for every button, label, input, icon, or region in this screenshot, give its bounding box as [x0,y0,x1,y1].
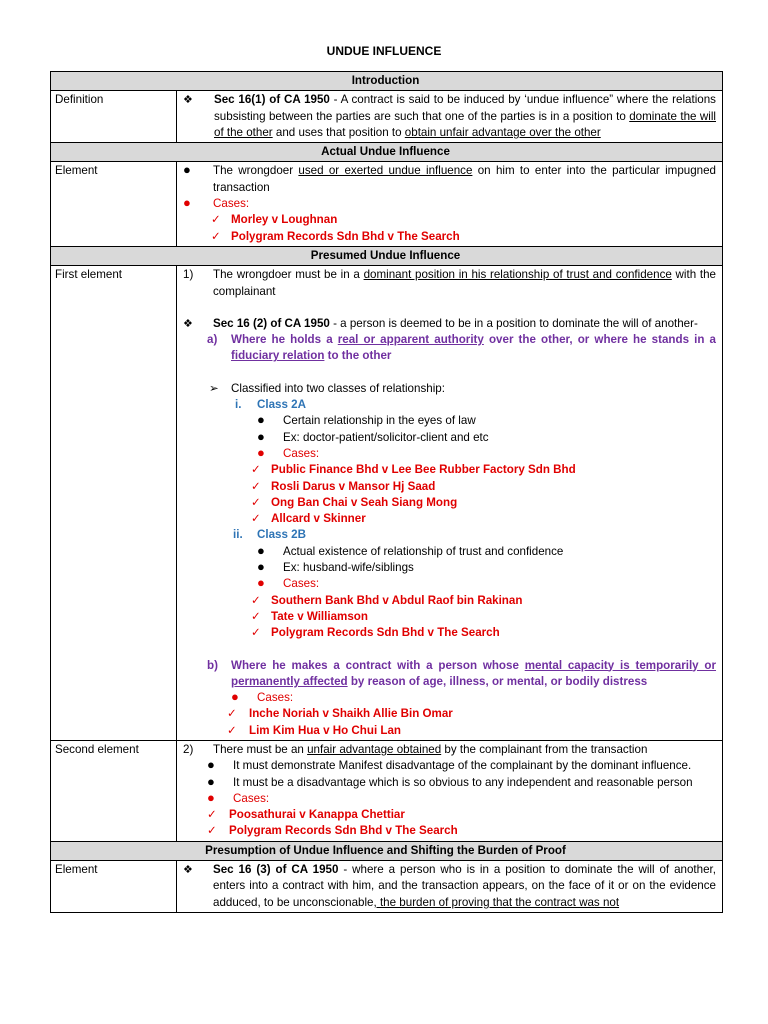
bullet-icon: ● [207,757,215,773]
row-label-second-element: Second element [51,740,177,841]
list-item: ● Cases: [231,689,294,705]
arrow-bullet-icon: ➢ [209,381,219,395]
list-item: ● Ex: doctor-patient/solicitor-client and etc [257,428,489,444]
case-item: ✓ Ong Ban Chai v Seah Siang Mong [181,495,716,511]
list-item: ● The wrongdoer used or exerted undue influence on him to enter into the particular impugned transaction [183,162,717,194]
checkmark-icon: ✓ [251,626,261,640]
list-item: ● Actual existence of relationship of trust and confidence [257,542,564,558]
case-item: ✓ Inche Noriah v Shaikh Allie Bin Omar [181,706,716,722]
row-label-first-element: First element [51,266,177,741]
section-header-row [51,246,723,265]
case-item: ✓ Polygram Records Sdn Bhd v The Search [181,625,716,641]
list-item: ● Certain relationship in the eyes of law [257,412,476,428]
sub-item-b: b) Where he makes a contract with a person whose mental capacity is temporarily or permanently affected by reason of age, illness, or mental, or bodily distress [207,658,717,688]
case-item: ✓ Polygram Records Sdn Bhd v The Search [181,823,716,839]
second-element-cell [177,740,723,841]
row-label-element: Element [51,162,177,246]
bullet-icon: ● [257,542,265,558]
class-heading: ii. Class 2B [233,528,306,542]
bullet-icon: ● [207,789,215,805]
diamond-bullet-icon: ❖ [183,317,193,330]
table-row [51,266,723,741]
diamond-bullet-icon: ❖ [183,864,193,877]
bullet-icon: ● [257,575,265,591]
list-item: ➢ Classified into two classes of relationship: [181,381,716,397]
case-item: ✓ Rosli Darus v Mansor Hj Saad [181,479,716,495]
row-label-element-presumption: Element [51,861,177,913]
bullet-icon: ● [183,195,191,211]
checkmark-icon: ✓ [251,495,261,509]
list-item: ● Cases: [207,789,270,805]
section-header-introduction: Introduction [51,72,723,91]
checkmark-icon: ✓ [227,707,237,721]
table-row [51,162,723,246]
list-item: 2) There must be an unfair advantage obtained by the complainant from the transaction [183,742,648,756]
bullet-icon: ● [231,689,239,705]
bullet-icon: ● [257,428,265,444]
checkmark-icon: ✓ [251,609,261,623]
sub-item-a: a) Where he holds a real or apparent authority over the other, or where he stands in a fiduciary relation to the other [207,333,716,363]
table-row [51,740,723,841]
table-row [51,91,723,143]
notes-table [50,71,723,913]
section-header-row [51,143,723,162]
bullet-icon: ● [257,559,265,575]
list-item: ● It must be a disadvantage which is so obvious to any independent and reasonable person [207,773,693,789]
bullet-icon: ● [257,444,265,460]
case-item: ✓ Public Finance Bhd v Lee Bee Rubber Factory Sdn Bhd [181,462,716,478]
list-item: 1) The wrongdoer must be in a dominant position in his relationship of trust and confidence with the complainant [183,268,716,298]
document-title: UNDUE INFLUENCE [326,44,442,58]
first-element-cell [177,266,723,741]
case-item: ✓ Lim Kim Hua v Ho Chui Lan [181,723,716,739]
checkmark-icon: ✓ [207,808,217,822]
list-item: ● Cases: [257,575,320,591]
checkmark-icon: ✓ [251,479,261,493]
bullet-icon: ● [207,773,215,789]
bullet-icon: ● [257,412,265,428]
checkmark-icon: ✓ [251,463,261,477]
row-label-definition: Definition [51,91,177,143]
case-item: ✓ Tate v Williamson [181,609,716,625]
section-header-presumption: Presumption of Undue Influence and Shifting the Burden of Proof [51,841,723,860]
list-item: ❖ Sec 16 (2) of CA 1950 - a person is deemed to be in a position to dominate the will of another- [181,316,716,332]
case-item: ✓ Allcard v Skinner [181,511,716,527]
statute-ref: Sec 16(1) of CA 1950 [214,93,330,107]
section-header-presumed: Presumed Undue Influence [51,246,723,265]
section-header-actual: Actual Undue Influence [51,143,723,162]
case-item: ✓ Polygram Records Sdn Bhd v The Search [181,229,716,245]
list-item: ● It must demonstrate Manifest disadvantage of the complainant by the dominant influence. [207,757,692,773]
list-item: ● Ex: husband-wife/siblings [257,559,414,575]
checkmark-icon: ✓ [211,229,221,243]
definition-item: ❖ Sec 16(1) of CA 1950 - A contract is said to be induced by ‘undue influence” where the relations subsisting between the parties are such that one of the parties is in a position to dominate the will of the other and uses that position to obtain unfair advantage over the other [183,93,716,139]
checkmark-icon: ✓ [227,723,237,737]
presumption-cell [177,861,723,913]
table-row [51,861,723,913]
class-heading: i. Class 2A [235,398,306,412]
statute-ref: Sec 16 (2) of CA 1950 [213,316,330,330]
bullet-icon: ● [183,162,191,178]
checkmark-icon: ✓ [211,213,221,227]
list-item: ● Cases: [183,195,250,211]
checkmark-icon: ✓ [251,593,261,607]
case-item: ✓ Morley v Loughnan [181,212,716,228]
actual-cell [177,162,723,246]
list-item: ❖ Sec 16 (3) of CA 1950 - where a person who is in a position to dominate the will of another, enters into a contract with him, and the transaction appears, on the face of it or on the evidence adduced, to be unconscionable, the burden of proving that the contract was not [183,863,716,909]
case-item: ✓ Southern Bank Bhd v Abdul Raof bin Rakinan [181,593,716,609]
definition-cell [177,91,723,143]
checkmark-icon: ✓ [207,824,217,838]
statute-ref: Sec 16 (3) of CA 1950 [213,863,339,877]
diamond-bullet-icon: ❖ [183,94,193,107]
case-item: ✓ Poosathurai v Kanappa Chettiar [181,807,716,823]
list-item: ● Cases: [257,444,320,460]
section-header-row [51,72,723,91]
section-header-row [51,841,723,860]
checkmark-icon: ✓ [251,512,261,526]
